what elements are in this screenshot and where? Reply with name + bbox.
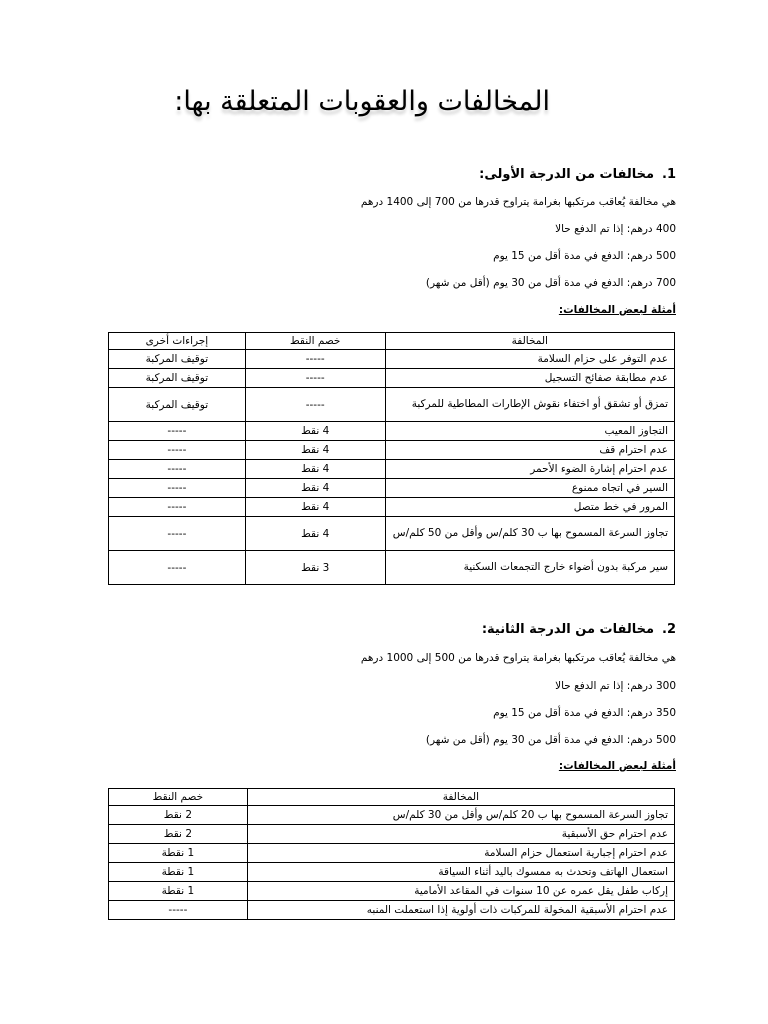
table-row	[109, 844, 675, 863]
section-2-fine-2: 350 درهم: الدفع في مدة أقل من 15 يوم	[493, 707, 676, 719]
table-row	[109, 498, 675, 517]
column-header-violation: المخالفة	[247, 789, 674, 806]
section-1-examples-label: أمثلة لبعض المخالفات:	[558, 304, 676, 316]
violation-cell: المرور في خط متصل	[385, 498, 674, 517]
points-cell: -----	[245, 388, 385, 422]
column-header-other-actions: إجراءات أخرى	[109, 333, 246, 350]
violation-cell: عدم احترام إشارة الضوء الأحمر	[385, 460, 674, 479]
violation-cell: التجاوز المعيب	[385, 422, 674, 441]
section-2-examples-label: أمثلة لبعض المخالفات:	[558, 760, 676, 772]
table-row	[109, 863, 675, 882]
section-2-fine-1: 300 درهم: إذا تم الدفع حالا	[555, 680, 676, 692]
violation-cell: تجاوز السرعة المسموح بها ب 20 كلم/س وأقل من 30 كلم/س	[247, 806, 674, 825]
other-actions-cell: -----	[109, 479, 246, 498]
points-cell: 4 نقط	[245, 479, 385, 498]
second-degree-violations-table	[108, 788, 675, 920]
table-row	[109, 551, 675, 585]
points-cell: 4 نقط	[245, 460, 385, 479]
section-2-heading	[482, 622, 676, 637]
table-row	[109, 350, 675, 369]
section-1-description: هي مخالفة يُعاقب مرتكبها بغرامة يتراوح قدرها من 700 إلى 1400 درهم	[360, 196, 676, 208]
table-row	[109, 422, 675, 441]
section-2-number: 2.	[662, 622, 676, 637]
points-cell: 1 نقطة	[109, 863, 248, 882]
violation-cell: السير في اتجاه ممنوع	[385, 479, 674, 498]
violation-cell: عدم احترام حق الأسبقية	[247, 825, 674, 844]
points-cell: -----	[245, 350, 385, 369]
other-actions-cell: توقيف المركبة	[109, 350, 246, 369]
points-cell: 1 نقطة	[109, 844, 248, 863]
other-actions-cell: توقيف المركبة	[109, 369, 246, 388]
table-row	[109, 806, 675, 825]
page-title: المخالفات والعقوبات المتعلقة بها:	[174, 86, 550, 117]
other-actions-cell: -----	[109, 551, 246, 585]
other-actions-cell: -----	[109, 517, 246, 551]
first-degree-violations-table	[108, 332, 675, 585]
section-1-number: 1.	[662, 167, 676, 182]
points-cell: 3 نقط	[245, 551, 385, 585]
column-header-points: خصم النقط	[245, 333, 385, 350]
column-header-violation: المخالفة	[385, 333, 674, 350]
table-row	[109, 901, 675, 920]
section-1-fine-1: 400 درهم: إذا تم الدفع حالا	[555, 223, 676, 235]
section-1-fine-2: 500 درهم: الدفع في مدة أقل من 15 يوم	[493, 250, 676, 262]
violation-cell: تمزق أو تشقق أو اختفاء نقوش الإطارات المطاطية للمركبة	[385, 388, 674, 422]
violation-cell: عدم احترام الأسبقية المخولة للمركبات ذات أولوية إذا استعملت المنبه	[247, 901, 674, 920]
table-row	[109, 460, 675, 479]
points-cell: 4 نقط	[245, 498, 385, 517]
table-header-row	[109, 333, 675, 350]
table-row	[109, 369, 675, 388]
section-2-title: مخالفات من الدرجة الثانية:	[481, 622, 654, 637]
other-actions-cell: توقيف المركبة	[109, 388, 246, 422]
table-header-row	[109, 789, 675, 806]
points-cell: -----	[109, 901, 248, 920]
section-2-fine-3: 500 درهم: الدفع في مدة أقل من 30 يوم (أقل من شهر)	[425, 734, 676, 746]
table-row	[109, 825, 675, 844]
table-row	[109, 479, 675, 498]
section-1-heading	[479, 167, 676, 182]
other-actions-cell: -----	[109, 441, 246, 460]
points-cell: 4 نقط	[245, 422, 385, 441]
section-1-title: مخالفات من الدرجة الأولى:	[479, 167, 654, 182]
points-cell: 2 نقط	[109, 806, 248, 825]
points-cell: -----	[245, 369, 385, 388]
violation-cell: عدم مطابقة صفائح التسجيل	[385, 369, 674, 388]
table-row	[109, 441, 675, 460]
violation-cell: سير مركبة بدون أضواء خارج التجمعات السكنية	[385, 551, 674, 585]
table-row	[109, 517, 675, 551]
section-2-description: هي مخالفة يُعاقب مرتكبها بغرامة يتراوح قدرها من 500 إلى 1000 درهم	[360, 652, 676, 664]
violation-cell: عدم احترام قف	[385, 441, 674, 460]
points-cell: 4 نقط	[245, 517, 385, 551]
section-1-fine-3: 700 درهم: الدفع في مدة أقل من 30 يوم (أقل من شهر)	[425, 277, 676, 289]
other-actions-cell: -----	[109, 460, 246, 479]
points-cell: 4 نقط	[245, 441, 385, 460]
points-cell: 1 نقطة	[109, 882, 248, 901]
violation-cell: إركاب طفل يقل عمره عن 10 سنوات في المقاعد الأمامية	[247, 882, 674, 901]
table-row	[109, 388, 675, 422]
column-header-points: خصم النقط	[109, 789, 248, 806]
violation-cell: استعمال الهاتف وتحدث به ممسوك باليد أثناء السياقة	[247, 863, 674, 882]
other-actions-cell: -----	[109, 422, 246, 441]
violation-cell: عدم احترام إجبارية استعمال حزام السلامة	[247, 844, 674, 863]
violation-cell: تجاوز السرعة المسموح بها ب 30 كلم/س وأقل من 50 كلم/س	[385, 517, 674, 551]
other-actions-cell: -----	[109, 498, 246, 517]
table-row	[109, 882, 675, 901]
violation-cell: عدم التوفر على حزام السلامة	[385, 350, 674, 369]
points-cell: 2 نقط	[109, 825, 248, 844]
